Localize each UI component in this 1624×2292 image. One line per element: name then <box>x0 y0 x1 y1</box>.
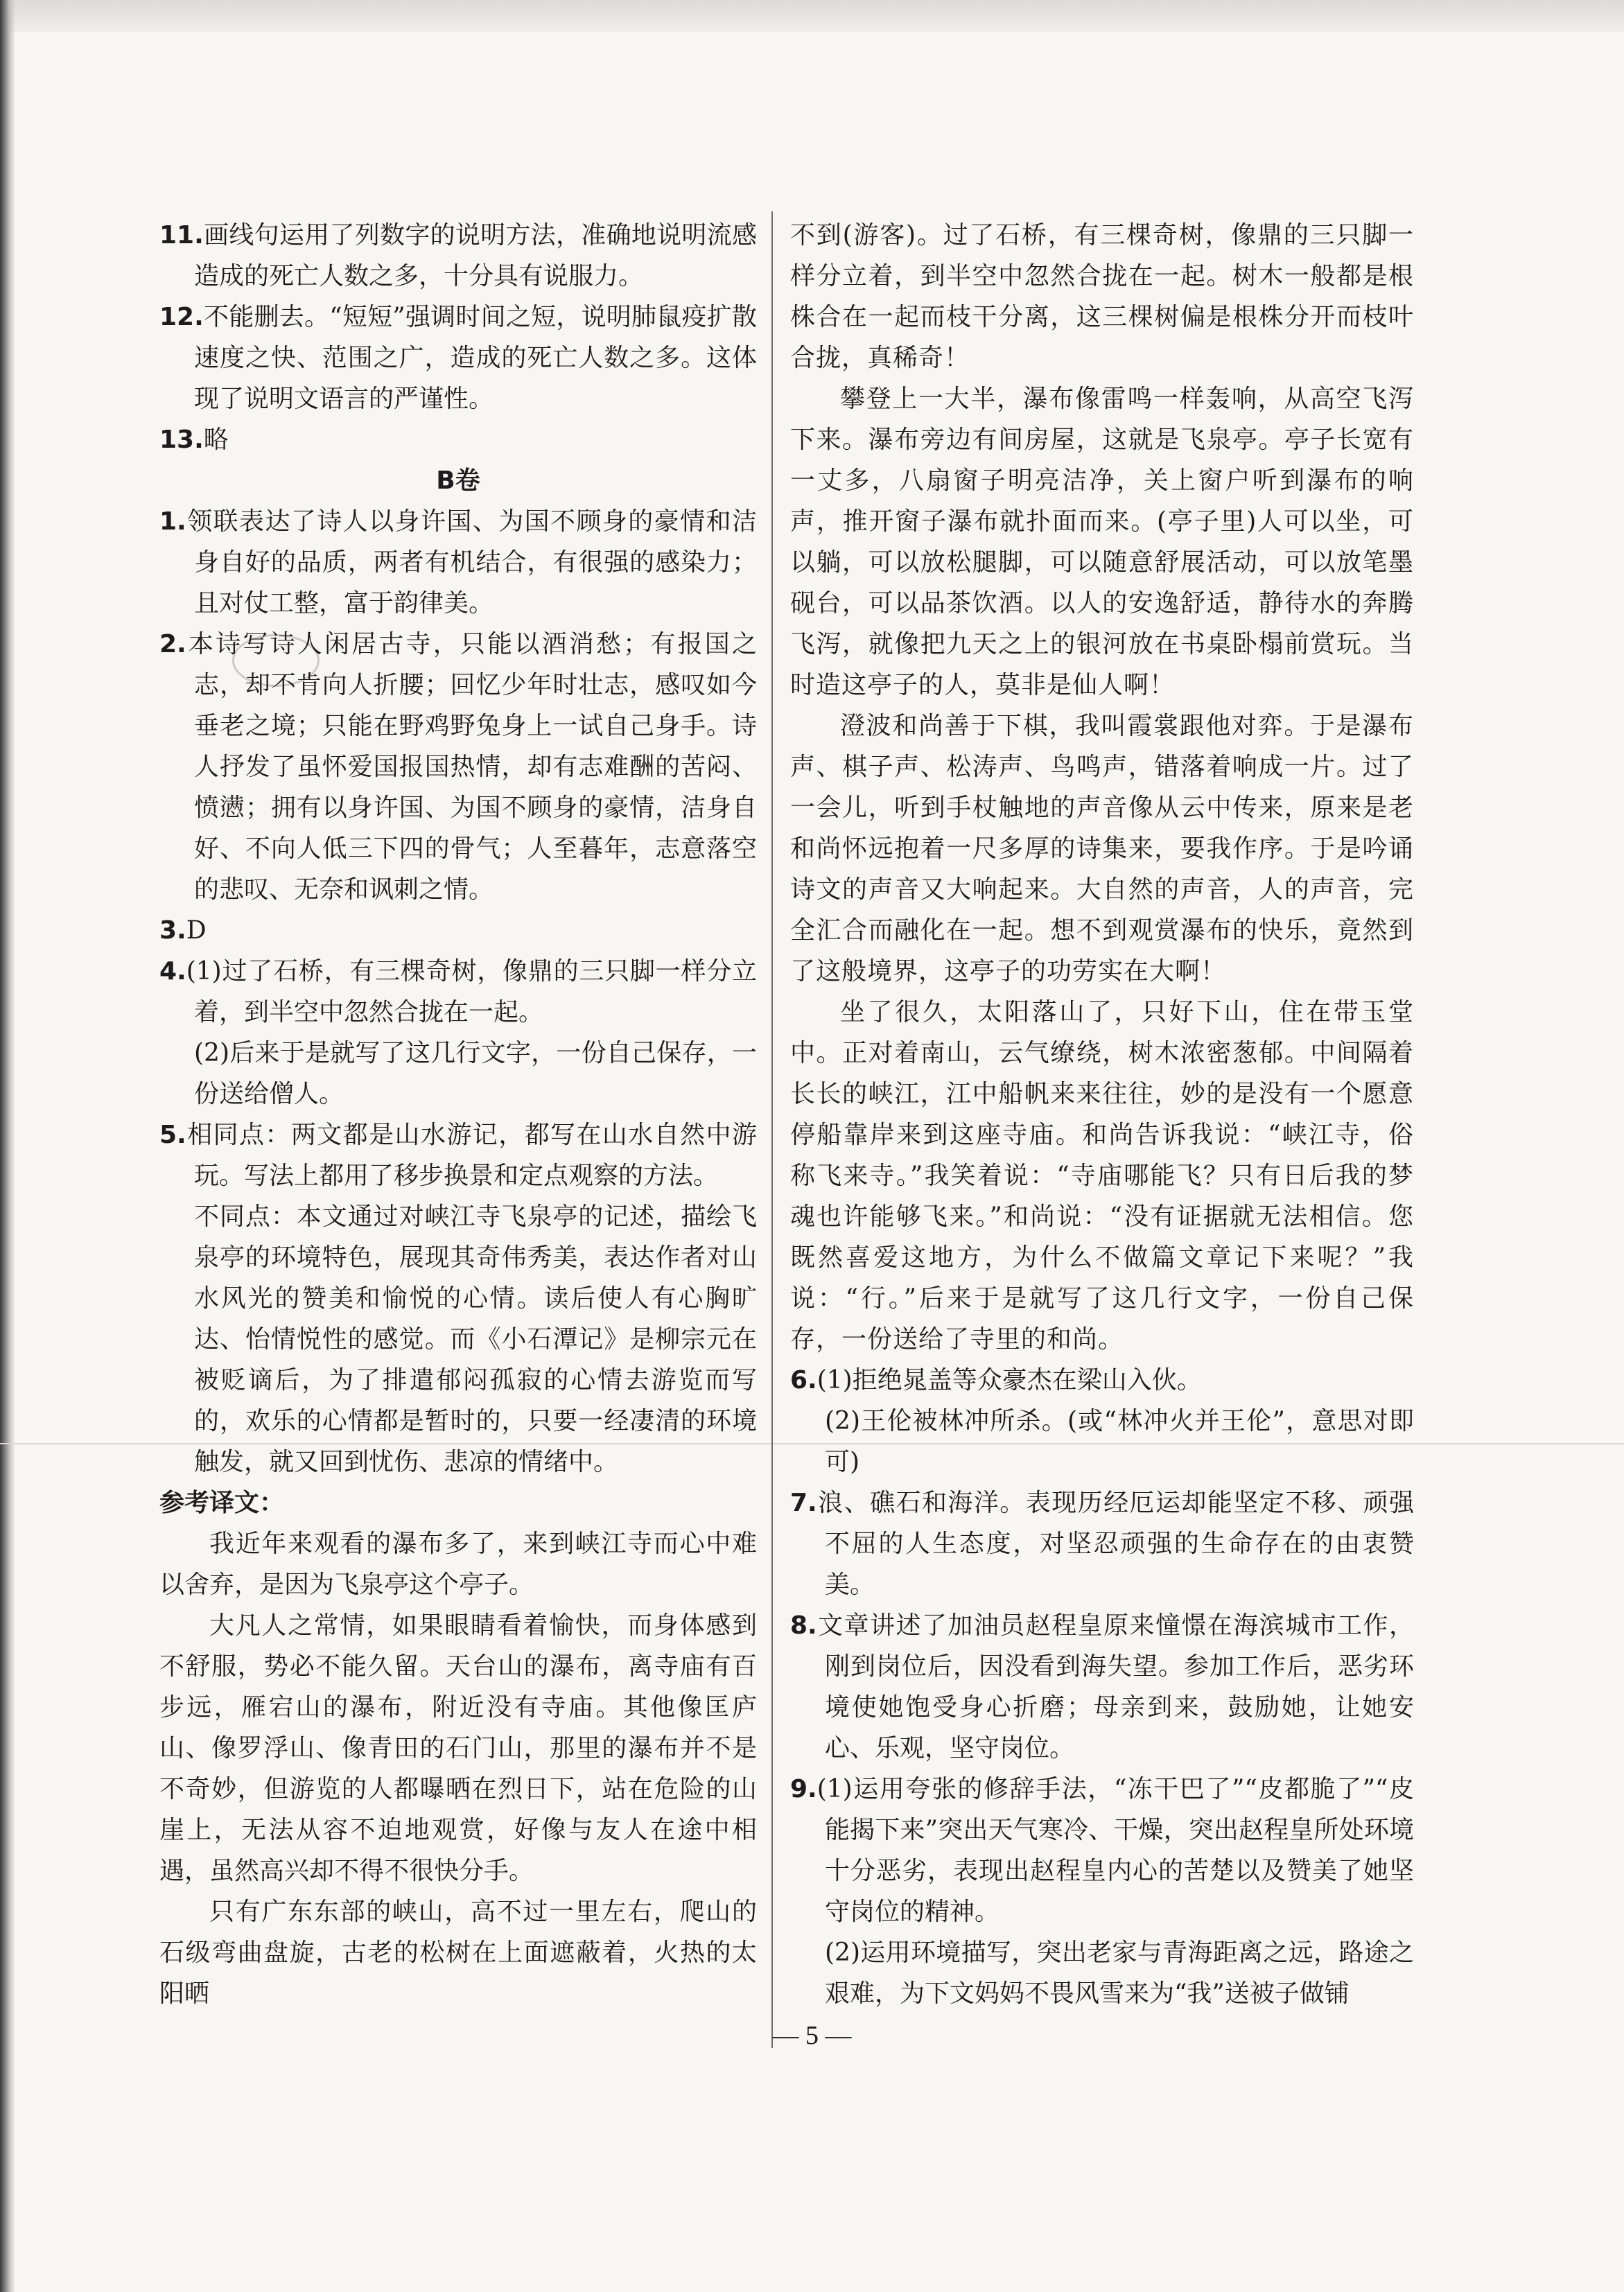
scan-left-edge <box>0 0 15 2292</box>
answer-item <box>159 419 757 460</box>
item-text: 略 <box>203 426 229 454</box>
translation-paragraph: 澄波和尚善于下棋，我叫霞裳跟他对弈。于是瀑布声、棋子声、松涛声、鸟鸣声，错落着响成一片。过了一会儿，听到手杖触地的声音像从云中传来，原来是老和尚怀远抱着一尺多厚的诗集来，要我作序。于是吟诵诗文的声音又大响起来。大自然的声音，人的声音，完全汇合而融化在一起。想不到观赏瀑布的快乐，竟然到了这般境界，这亭子的功劳实在大啊！ <box>790 712 1414 986</box>
item-number: 6. <box>790 1366 817 1394</box>
translation-paragraph: 攀登上一大半，瀑布像雷鸣一样轰响，从高空飞泻下来。瀑布旁边有间房屋，这就是飞泉亭。亭子长宽有一丈多，八扇窗子明亮洁净，关上窗户听到瀑布的响声，推开窗子瀑布就扑面而来。(亭子里)人可以坐，可以躺，可以放松腿脚，可以随意舒展活动，可以放笔墨砚台，可以品茶饮酒。以人的安逸舒适，静待水的奔腾飞泻，就像把九天之上的银河放在书桌卧榻前赏玩。当时造这亭子的人，莫非是仙人啊！ <box>790 385 1414 699</box>
right-column <box>790 215 1414 2014</box>
item-number: 2. <box>159 630 186 658</box>
answer-subitem: (2)王伦被林冲所杀。(或“林冲火并王伦”，意思对即可) <box>825 1407 1414 1476</box>
item-text: (1)拒绝晁盖等众豪杰在梁山入伙。 <box>817 1366 1202 1394</box>
answer-item <box>790 1769 1414 1932</box>
item-text: 不能删去。“短短”强调时间之短，说明肺鼠疫扩散速度之快、范围之广，造成的死亡人数之多。这体现了说明文语言的严谨性。 <box>194 303 757 413</box>
translation-paragraph: 我近年来观看的瀑布多了，来到峡江寺而心中难以舍弃，是因为飞泉亭这个亭子。 <box>159 1530 757 1599</box>
answer-item <box>159 951 757 1033</box>
item-number: 12. <box>159 303 204 331</box>
translation-heading: 参考译文： <box>159 1489 285 1517</box>
answer-item <box>790 1482 1414 1605</box>
answer-item <box>159 501 757 624</box>
translation-paragraph: 只有广东东部的峡山，高不过一里左右，爬山的石级弯曲盘旋，古老的松树在上面遮蔽着，火热的太阳晒 <box>159 1898 757 2008</box>
column-divider <box>771 211 773 2048</box>
answer-item <box>159 624 757 910</box>
answer-subitem: (2)后来于是就写了这几行文字，一份自己保存，一份送给僧人。 <box>194 1039 757 1108</box>
page-number: — 5 — <box>772 2021 852 2050</box>
item-number: 9. <box>790 1775 817 1803</box>
answer-item <box>790 1605 1414 1769</box>
answer-item <box>159 297 757 419</box>
item-text: 相同点：两文都是山水游记，都写在山水自然中游玩。写法上都用了移步换景和定点观察的方法。 <box>186 1121 757 1190</box>
answer-item <box>159 1114 757 1196</box>
section-heading: B卷 <box>436 466 480 495</box>
item-number: 3. <box>159 916 186 945</box>
item-text: 本诗写诗人闲居古寺，只能以酒消愁；有报国之志，却不肯向人折腰；回忆少年时壮志，感叹如今垂老之境；只能在野鸡野兔身上一试自己身手。诗人抒发了虽怀爱国报国热情，却有志难酬的苦闷、愤懑；拥有以身许国、为国不顾身的豪情，洁身自好、不向人低三下四的骨气；人至暮年，志意落空的悲叹、无奈和讽刺之情。 <box>186 630 757 904</box>
item-number: 13. <box>159 426 204 454</box>
scan-top-edge <box>0 0 1624 32</box>
answer-subitem: (2)运用环境描写，突出老家与青海距离之远，路途之艰难，为下文妈妈不畏风雪来为“我”送被子做铺 <box>825 1939 1414 2008</box>
item-number: 1. <box>159 507 186 536</box>
answer-item <box>790 1360 1414 1401</box>
answer-item <box>159 215 757 297</box>
item-text: 浪、礁石和海洋。表现历经厄运却能坚定不移、顽强不屈的人生态度，对坚忍顽强的生命存在的由衷赞美。 <box>817 1489 1414 1599</box>
translation-paragraph: 坐了很久，太阳落山了，只好下山，住在带玉堂中。正对着南山，云气缭绕，树木浓密葱郁。中间隔着长长的峡江，江中船帆来来往往，妙的是没有一个愿意停船靠岸来到这座寺庙。和尚告诉我说：“峡江寺，俗称飞来寺。”我笑着说：“寺庙哪能飞？只有日后我的梦魂也许能够飞来。”和尚说：“没有证据就无法相信。您既然喜爱这地方，为什么不做篇文章记下来呢？”我说：“行。”后来于是就写了这几行文字，一份自己保存，一份送给了寺里的和尚。 <box>790 998 1414 1354</box>
item-number: 7. <box>790 1489 817 1517</box>
item-number: 4. <box>159 957 186 986</box>
item-text: (1)过了石桥，有三棵奇树，像鼎的三只脚一样分立着，到半空中忽然合拢在一起。 <box>186 957 757 1026</box>
item-text: 文章讲述了加油员赵程皇原来憧憬在海滨城市工作，刚到岗位后，因没看到海失望。参加工作后，恶劣环境使她饱受身心折磨；母亲到来，鼓励她，让她安心、乐观，坚守岗位。 <box>817 1611 1414 1762</box>
answer-subitem: 不同点：本文通过对峡江寺飞泉亭的记述，描绘飞泉亭的环境特色，展现其奇伟秀美，表达作者对山水风光的赞美和愉悦的心情。读后使人有心胸旷达、怡情悦性的感觉。而《小石潭记》是柳宗元在被贬谪后，为了排遣郁闷孤寂的心情去游览而写的，欢乐的心情都是暂时的，只要一经凄清的环境触发，就又回到忧伤、悲凉的情绪中。 <box>194 1202 757 1476</box>
item-text: 领联表达了诗人以身许国、为国不顾身的豪情和洁身自好的品质，两者有机结合，有很强的感染力；且对仗工整，富于韵律美。 <box>186 507 757 618</box>
item-text: 画线句运用了列数字的说明方法，准确地说明流感造成的死亡人数之多，十分具有说服力。 <box>194 221 757 290</box>
item-number: 11. <box>159 221 204 250</box>
left-column <box>159 215 757 2014</box>
translation-paragraph: 大凡人之常情，如果眼睛看着愉快，而身体感到不舒服，势必不能久留。天台山的瀑布，离寺庙有百步远，雁宕山的瀑布，附近没有寺庙。其他像匡庐山、像罗浮山、像青田的石门山，那里的瀑布并不是不奇妙，但游览的人都曝晒在烈日下，站在危险的山崖上，无法从容不迫地观赏，好像与友人在途中相遇，虽然高兴却不得不很快分手。 <box>159 1611 757 1885</box>
item-text: D <box>186 916 207 945</box>
item-number: 8. <box>790 1611 817 1640</box>
item-text: (1)运用夸张的修辞手法，“冻干巴了”“皮都脆了”“皮能揭下来”突出天气寒冷、干燥，突出赵程皇所处环境十分恶劣，表现出赵程皇内心的苦楚以及赞美了她坚守岗位的精神。 <box>817 1775 1414 1926</box>
answer-item <box>159 910 757 951</box>
translation-paragraph: 不到(游客)。过了石桥，有三棵奇树，像鼎的三只脚一样分立着，到半空中忽然合拢在一起。树木一般都是根株合在一起而枝干分离，这三棵树偏是根株分开而枝叶合拢，真稀奇！ <box>790 221 1414 372</box>
item-number: 5. <box>159 1121 186 1149</box>
